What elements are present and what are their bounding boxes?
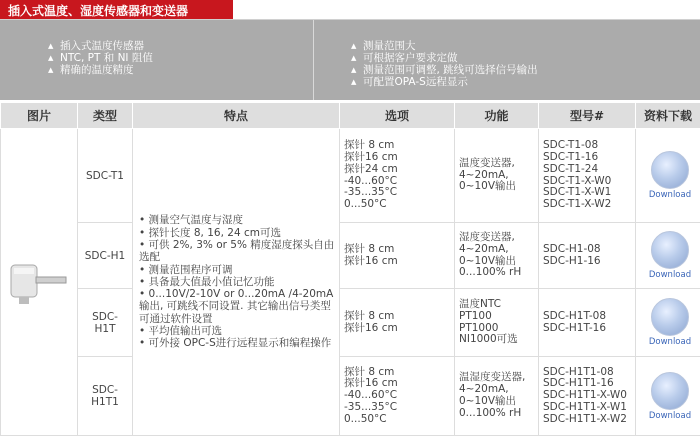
model-cell: SDC-H1T1-08 SDC-H1T1-16 SDC-H1T1-X-W0 SDC-H1T1-X-W1 SDC-H1T1-X-W2	[539, 357, 636, 436]
header-options: 选项	[340, 103, 455, 129]
feature-bullet: • 探针长度 8, 16, 24 cm可选	[139, 226, 281, 239]
download-link[interactable]: Download	[648, 337, 692, 347]
features-right	[313, 20, 700, 100]
download-icon[interactable]	[651, 298, 689, 336]
model-cell: SDC-H1-08 SDC-H1-16	[539, 223, 636, 289]
type-cell: SDC- H1T1	[78, 357, 133, 436]
download-link[interactable]: Download	[648, 270, 692, 280]
feature-bullet: • 具备最大值最小值记忆功能	[139, 275, 275, 288]
triangle-icon: ▲	[351, 66, 357, 74]
options-cell: 探针 8 cm 探针16 cm	[340, 289, 455, 357]
type-cell: SDC- H1T	[78, 289, 133, 357]
header-picture: 图片	[1, 103, 78, 129]
download-icon[interactable]	[651, 231, 689, 269]
type-cell: SDC-H1	[78, 223, 133, 289]
feature-item: ▲ NTC, PT 和 NI 阻值	[48, 52, 153, 64]
function-cell: 温度变送器, 4~20mA, 0~10V输出	[455, 129, 539, 223]
features-left	[0, 20, 312, 100]
features-cell	[133, 129, 340, 436]
triangle-icon: ▲	[48, 54, 54, 62]
download-icon[interactable]	[651, 372, 689, 410]
table-header-row	[1, 103, 700, 129]
feature-item: ▲ 可配置OPA-S远程显示	[351, 76, 468, 88]
table-row	[1, 289, 700, 357]
feature-item: ▲ 精确的温度精度	[48, 64, 134, 76]
product-image-cell	[1, 129, 78, 436]
triangle-icon: ▲	[351, 78, 357, 86]
header-model: 型号#	[539, 103, 636, 129]
options-cell: 探针 8 cm 探针16 cm -40...60°C -35...35°C 0...50°C	[340, 357, 455, 436]
feature-item: ▲ 测量范围可调整, 跳线可选择信号输出	[351, 64, 538, 76]
download-cell[interactable]	[636, 289, 700, 357]
title-bar	[0, 0, 700, 19]
feature-bullet: • 可外接 OPC-S进行远程显示和编程操作	[139, 337, 332, 350]
feature-item: ▲ 可根据客户要求定做	[351, 52, 458, 64]
options-cell: 探针 8 cm 探针16 cm	[340, 223, 455, 289]
page-title: 插入式温度、湿度传感器和变送器	[8, 4, 189, 18]
features-panel	[0, 19, 700, 100]
feature-item: ▲ 测量范围大	[351, 40, 416, 52]
table-row	[1, 129, 700, 223]
feature-bullet: • 测量范围程序可调	[139, 263, 233, 276]
triangle-icon: ▲	[351, 54, 357, 62]
feature-item: ▲ 插入式温度传感器	[48, 40, 144, 52]
header-function: 功能	[455, 103, 539, 129]
table-row	[1, 223, 700, 289]
download-cell[interactable]	[636, 223, 700, 289]
download-cell[interactable]	[636, 357, 700, 436]
triangle-icon: ▲	[48, 42, 54, 50]
feature-bullet: • 平均值输出可选	[139, 325, 223, 338]
header-type: 类型	[78, 103, 133, 129]
download-icon[interactable]	[651, 151, 689, 189]
download-link[interactable]: Download	[648, 190, 692, 200]
function-cell: 温湿度变送器, 4~20mA, 0~10V输出 0...100% rH	[455, 357, 539, 436]
table-row	[1, 357, 700, 436]
function-cell: 湿度变送器, 4~20mA, 0~10V输出 0...100% rH	[455, 223, 539, 289]
model-cell: SDC-T1-08 SDC-T1-16 SDC-T1-24 SDC-T1-X-W0 SDC-T1-X-W1 SDC-T1-X-W2	[539, 129, 636, 223]
header-download: 资料下载	[636, 103, 700, 129]
download-link[interactable]: Download	[648, 410, 692, 421]
sensor-image	[9, 257, 69, 307]
function-cell: 温度NTC PT100 PT1000 NI1000可选	[455, 289, 539, 357]
type-cell: SDC-T1	[78, 129, 133, 223]
options-cell: 探针 8 cm 探针16 cm 探针24 cm -40...60°C -35...35°C 0...50°C	[340, 129, 455, 223]
feature-bullet: • 测量空气温度与湿度	[139, 214, 244, 227]
header-features: 特点	[133, 103, 340, 129]
download-cell[interactable]	[636, 129, 700, 223]
product-table	[0, 102, 700, 436]
triangle-icon: ▲	[48, 66, 54, 74]
model-cell: SDC-H1T-08 SDC-H1T-16	[539, 289, 636, 357]
feature-bullet: • 0...10V/2-10V or 0...20mA /4-20mA 输出, 可跳线不同设置. 其它输出信号类型可通过软件设置	[139, 288, 334, 325]
triangle-icon: ▲	[351, 42, 357, 50]
feature-bullet: • 可供 2%, 3% or 5% 精度湿度探头自由选配	[139, 238, 335, 264]
